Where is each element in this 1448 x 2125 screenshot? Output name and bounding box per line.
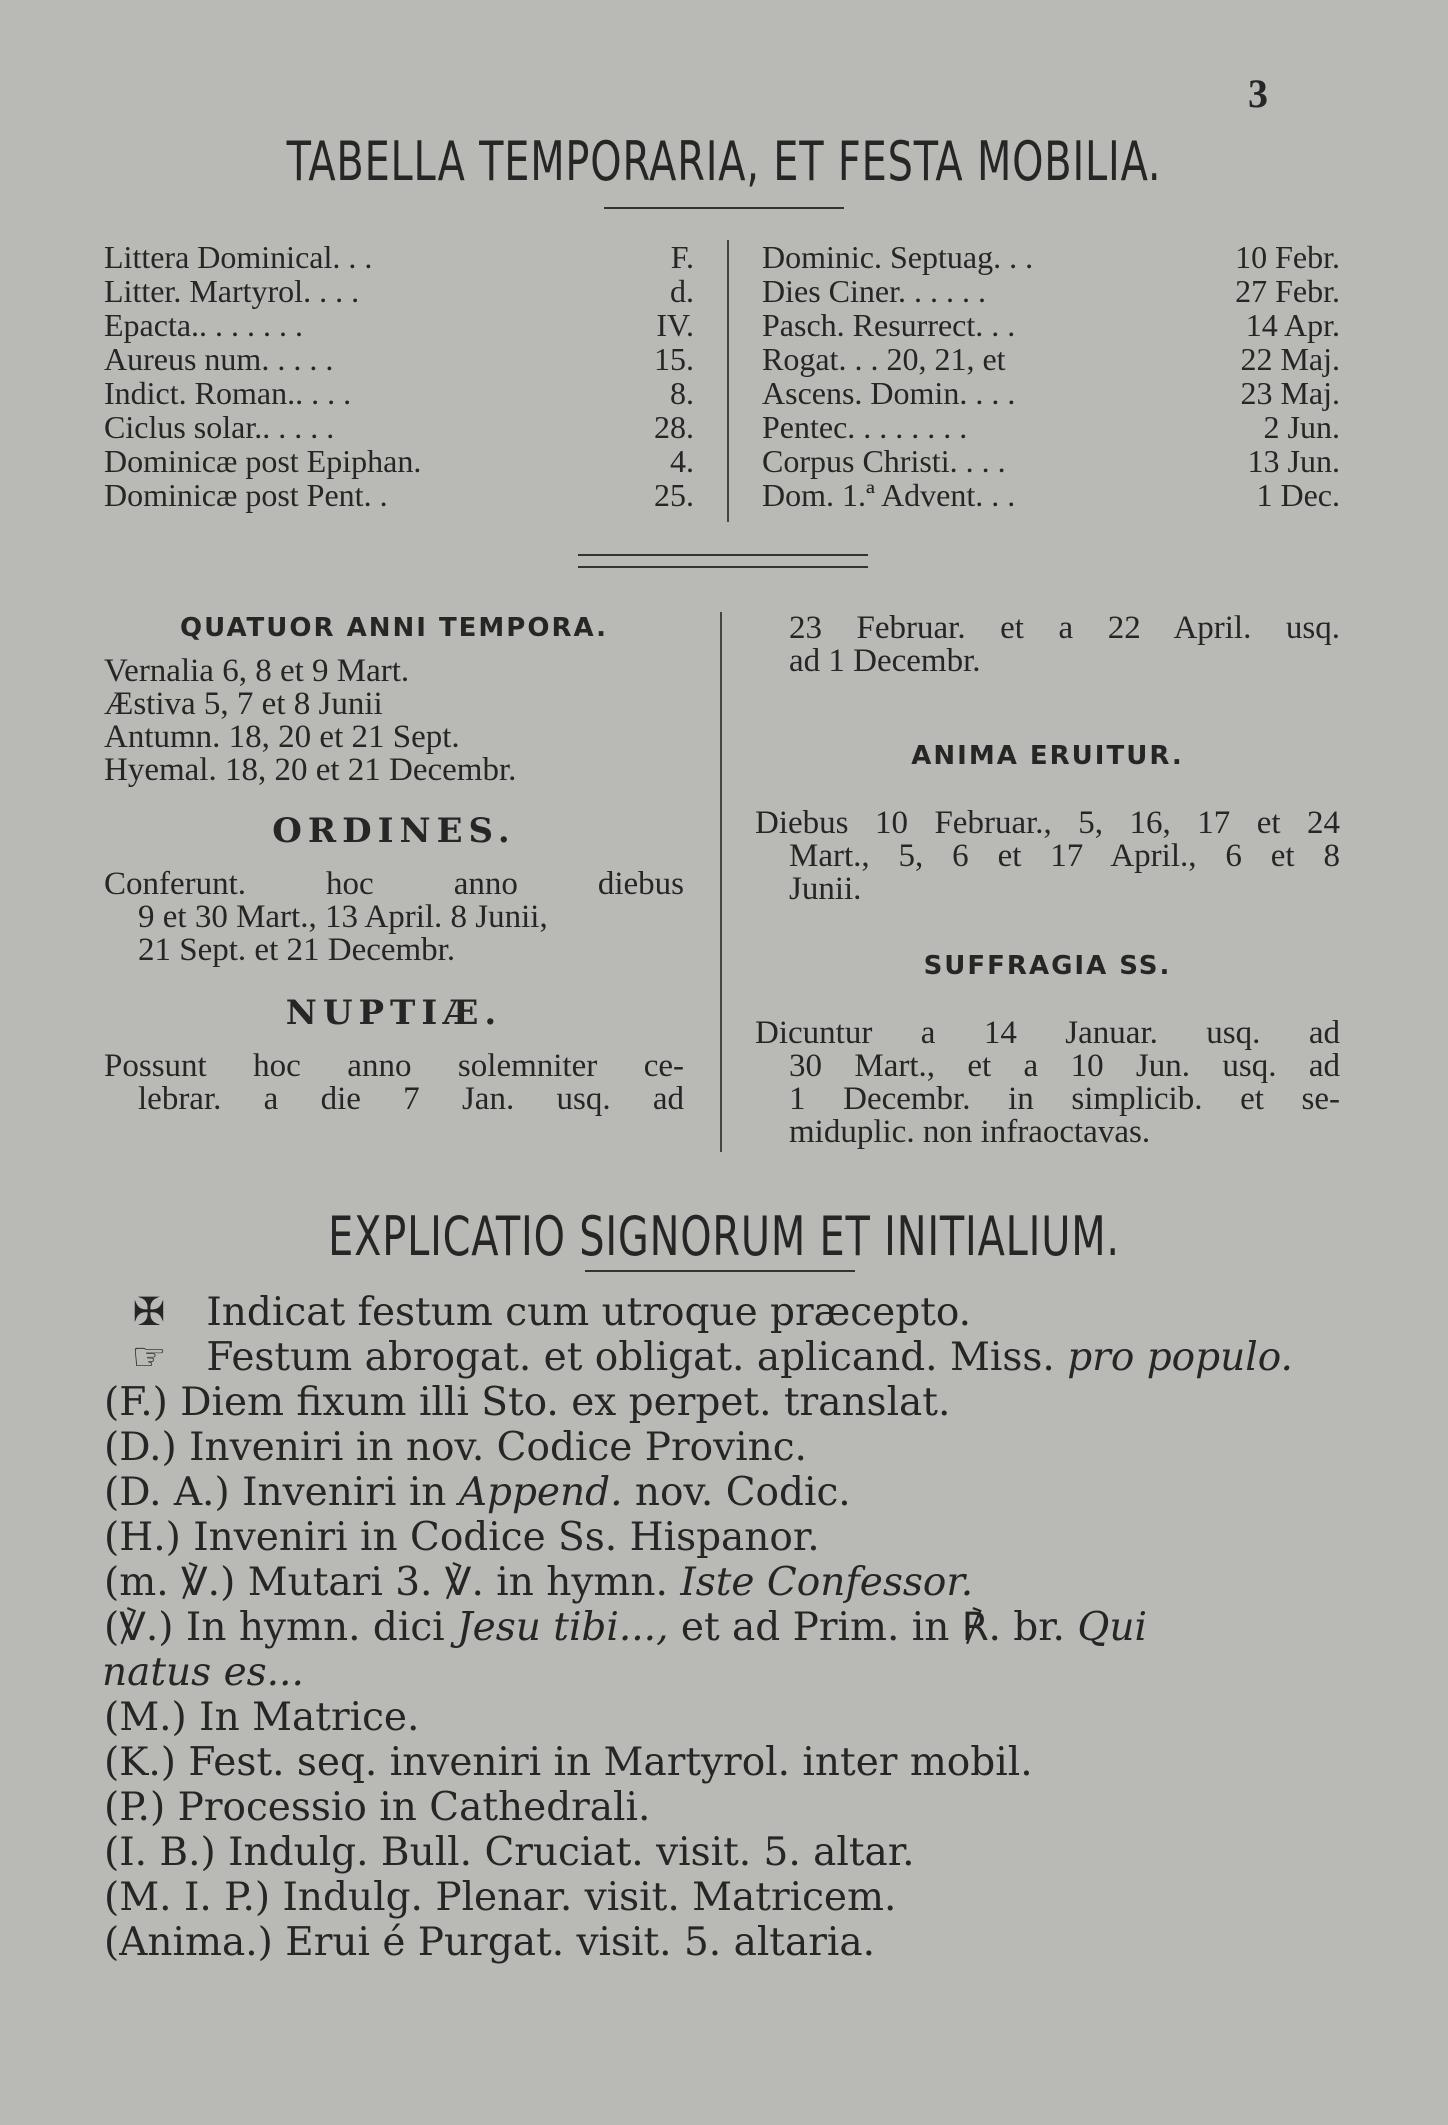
table-row xyxy=(104,478,694,512)
list-item xyxy=(104,1695,1344,1740)
sign-text: Indicat festum cum utroque præcepto. xyxy=(206,1290,972,1335)
row-value: 1 Dec. xyxy=(1256,477,1340,513)
row-label: Dominic. Septuag. . . xyxy=(762,239,1034,275)
row-label: Dominicæ post Pent. . xyxy=(104,477,388,513)
table-row xyxy=(104,342,694,376)
list-item xyxy=(104,1830,1344,1875)
sign-key: (D. A.) xyxy=(104,1470,230,1515)
table-row xyxy=(762,478,1340,512)
sign-text: Indulg. Bull. Cruciat. visit. 5. altar. xyxy=(228,1830,915,1875)
ordines-line: 9 et 30 Mart., 13 April. 8 Junii, xyxy=(138,899,548,935)
table-row xyxy=(104,444,694,478)
section-title-underline xyxy=(585,1270,855,1272)
row-label: Littera Dominical. . . xyxy=(104,239,373,275)
anima-line: Mart., 5, 6 et 17 April., 6 et 8 xyxy=(789,838,1340,874)
sign-text: Festum abrogat. et obligat. aplicand. Miss. xyxy=(206,1335,1055,1380)
table-row xyxy=(762,410,1340,444)
sign-key: (℣.) xyxy=(104,1605,174,1650)
list-item xyxy=(104,1785,1344,1830)
sign-text-after: et ad Prim. in ℟. br. xyxy=(680,1605,1065,1650)
quatuor-line: Antumn. 18, 20 et 21 Sept. xyxy=(104,719,460,755)
list-item xyxy=(104,1560,1344,1605)
suffragia-line: 1 Decembr. in simplicib. et se- xyxy=(789,1081,1340,1117)
sign-text: Inveniri in nov. Codice Provinc. xyxy=(189,1425,807,1470)
list-item xyxy=(104,1920,1344,1965)
left-column xyxy=(104,612,684,1116)
quatuor-heading: QUATUOR ANNI TEMPORA. xyxy=(180,613,608,643)
ordines-line: 21 Sept. et 21 Decembr. xyxy=(138,932,456,968)
sign-text: Diem fixum illi Sto. ex perpet. translat. xyxy=(180,1380,951,1425)
double-rule-top xyxy=(578,554,868,556)
row-label: Ciclus solar.. . . . . xyxy=(104,409,335,445)
row-value: 8. xyxy=(670,375,694,411)
page-title: TABELLA TEMPORARIA, ET FESTA MOBILIA. xyxy=(286,130,1162,193)
row-value: IV. xyxy=(656,307,694,343)
anima-line: Diebus 10 Februar., 5, 16, 17 et 24 xyxy=(755,805,1340,841)
sign-key: (m. ℣.) xyxy=(104,1560,236,1605)
list-item xyxy=(104,1290,1344,1335)
list-item xyxy=(104,1470,1344,1515)
row-label: Dominicæ post Epiphan. xyxy=(104,443,422,479)
sign-text: Inveniri in xyxy=(242,1470,447,1515)
sign-italic: Qui xyxy=(1077,1605,1147,1650)
row-value: 25. xyxy=(654,477,694,513)
quatuor-line: Vernalia 6, 8 et 9 Mart. xyxy=(104,653,410,689)
suffragia-heading: SUFFRAGIA SS. xyxy=(923,951,1172,981)
nuptiae-line: lebrar. a die 7 Jan. usq. ad xyxy=(138,1081,684,1117)
right-column xyxy=(755,612,1340,1149)
sign-text: In Matrice. xyxy=(199,1695,420,1740)
table-row xyxy=(104,376,694,410)
row-label: Epacta.. . . . . . . xyxy=(104,307,304,343)
sign-key: (H.) xyxy=(104,1515,181,1560)
sign-text: Mutari 3. ℣. in hymn. xyxy=(247,1560,668,1605)
table-row xyxy=(762,240,1340,274)
sign-text: Indulg. Plenar. visit. Matricem. xyxy=(282,1875,897,1920)
sign-text: Processio in Cathedrali. xyxy=(177,1785,651,1830)
table-row xyxy=(104,240,694,274)
double-rule-bottom xyxy=(578,566,868,568)
sign-text: In hymn. dici xyxy=(185,1605,445,1650)
table-row xyxy=(104,410,694,444)
list-item xyxy=(104,1335,1344,1380)
row-value: 2 Jun. xyxy=(1263,409,1340,445)
page-number: 3 xyxy=(1248,71,1268,116)
row-value: 22 Maj. xyxy=(1240,341,1340,377)
row-value: d. xyxy=(670,273,694,309)
sign-key: (M. I. P.) xyxy=(104,1875,271,1920)
list-item xyxy=(104,1875,1344,1920)
list-item xyxy=(104,1515,1344,1560)
ordines-heading: ORDINES. xyxy=(272,811,516,851)
row-value: 10 Febr. xyxy=(1235,239,1340,275)
sign-text: Erui é Purgat. visit. 5. altaria. xyxy=(285,1920,875,1965)
row-label: Aureus num. . . . . xyxy=(104,341,334,377)
row-label: Indict. Roman.. . . . xyxy=(104,375,352,411)
maltese-cross-icon: ✠ xyxy=(132,1290,166,1335)
sign-key: (K.) xyxy=(104,1740,176,1785)
pointing-hand-icon: ☞ xyxy=(131,1335,167,1380)
sign-text: Inveniri in Codice Ss. Hispanor. xyxy=(193,1515,820,1560)
row-value: 14 Apr. xyxy=(1245,307,1340,343)
suffragia-line: miduplic. non infraoctavas. xyxy=(789,1114,1151,1150)
row-value: 15. xyxy=(654,341,694,377)
list-item xyxy=(104,1425,1344,1470)
table-right xyxy=(762,240,1340,512)
table-left xyxy=(104,240,694,512)
anima-heading: ANIMA ERUITUR. xyxy=(911,741,1184,771)
continuation-line: ad 1 Decembr. xyxy=(789,643,981,679)
sign-key: (M.) xyxy=(104,1695,187,1740)
row-label: Ascens. Domin. . . . xyxy=(762,375,1016,411)
row-label: Pentec. . . . . . . . xyxy=(762,409,968,445)
sign-key: (F.) xyxy=(104,1380,168,1425)
table-row xyxy=(104,308,694,342)
row-label: Rogat. . . 20, 21, et xyxy=(762,341,1006,377)
row-label: Dom. 1.ª Advent. . . xyxy=(762,477,1016,513)
row-label: Pasch. Resurrect. . . xyxy=(762,307,1016,343)
sign-italic: Append. xyxy=(458,1470,623,1515)
nuptiae-heading: NUPTIÆ. xyxy=(285,993,503,1033)
sign-italic: Iste Confessor. xyxy=(680,1560,974,1605)
sign-text-after: nov. Codic. xyxy=(634,1470,851,1515)
list-item xyxy=(104,1380,1344,1425)
list-item-continuation xyxy=(102,1650,1344,1695)
row-label: Litter. Martyrol. . . . xyxy=(104,273,360,309)
ordines-line: Conferunt. hoc anno diebus xyxy=(104,866,684,902)
row-value: 23 Maj. xyxy=(1240,375,1340,411)
table-row xyxy=(762,308,1340,342)
row-value: 27 Febr. xyxy=(1235,273,1340,309)
anima-line: Junii. xyxy=(789,871,862,907)
suffragia-line: Dicuntur a 14 Januar. usq. ad xyxy=(755,1015,1340,1051)
column-divider xyxy=(720,612,722,1152)
table-row xyxy=(762,376,1340,410)
row-value: F. xyxy=(670,239,694,275)
table-row xyxy=(762,274,1340,308)
row-value: 13 Jun. xyxy=(1247,443,1340,479)
list-item xyxy=(104,1740,1344,1785)
nuptiae-line: Possunt hoc anno solemniter ce- xyxy=(104,1048,684,1084)
sign-italic: pro populo. xyxy=(1067,1335,1293,1380)
title-underline xyxy=(604,207,844,209)
sign-key: (P.) xyxy=(104,1785,166,1830)
quatuor-line: Hyemal. 18, 20 et 21 Decembr. xyxy=(104,752,517,788)
quatuor-line: Æstiva 5, 7 et 8 Junii xyxy=(104,686,383,722)
row-label: Dies Ciner. . . . . . xyxy=(762,273,986,309)
sign-key: (I. B.) xyxy=(104,1830,216,1875)
sign-text: Fest. seq. inveniri in Martyrol. inter mobil. xyxy=(188,1740,1033,1785)
row-value: 4. xyxy=(670,443,694,479)
continuation-line: 23 Februar. et a 22 April. usq. xyxy=(789,610,1340,646)
sign-key: (D.) xyxy=(104,1425,177,1470)
table-row xyxy=(104,274,694,308)
row-label: Corpus Christi. . . . xyxy=(762,443,1006,479)
row-value: 28. xyxy=(654,409,694,445)
signs-list xyxy=(104,1290,1344,1965)
sign-italic: natus es... xyxy=(102,1650,304,1695)
sign-key: (Anima.) xyxy=(104,1920,273,1965)
suffragia-line: 30 Mart., et a 10 Jun. usq. ad xyxy=(789,1048,1340,1084)
table-row xyxy=(762,342,1340,376)
section-title: EXPLICATIO SIGNORUM ET INITIALIUM. xyxy=(328,1205,1120,1268)
sign-italic: Jesu tibi..., xyxy=(457,1605,669,1650)
table-row xyxy=(762,444,1340,478)
list-item xyxy=(104,1605,1344,1650)
table-divider xyxy=(727,240,729,522)
